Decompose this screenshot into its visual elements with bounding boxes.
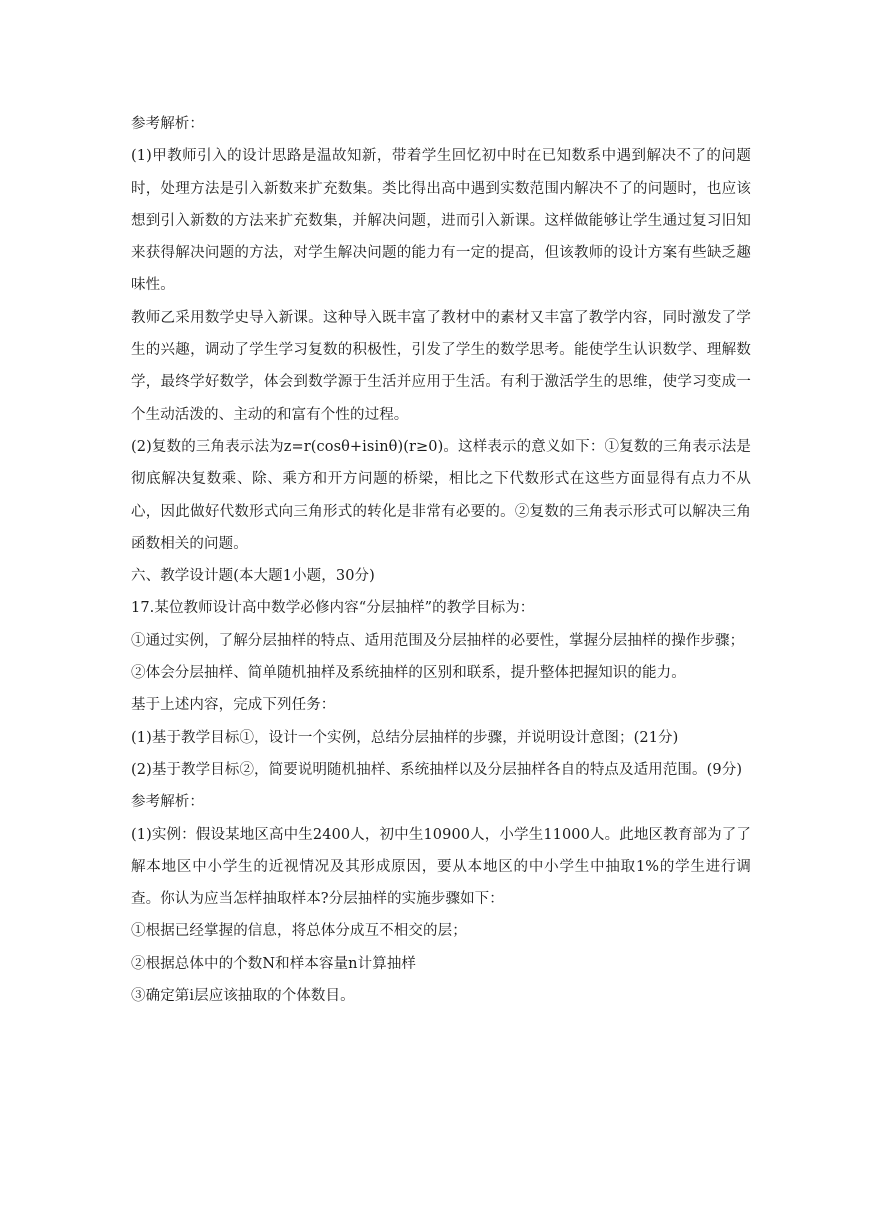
document-body bbox=[131, 108, 751, 1012]
question-17-stem: 17.某位教师设计高中数学必修内容“分层抽样”的教学目标为： bbox=[131, 600, 535, 617]
answer-part-1-teacher-b: 教师乙采用数学史导入新课。这种导入既丰富了教材中的素材又丰富了教学内容，同时激发了学生的兴趣，调动了学生学习复数的积极性，引发了学生的数学思考。能使学生认识数学、理解数学，最终学好数学，体会到数学源于生活并应用于生活。有利于激活学生的思维，使学习变成一个生动活泼的、主动的和富有个性的过程。 bbox=[131, 309, 751, 423]
step-1: ①根据已经掌握的信息，将总体分成互不相交的层； bbox=[131, 923, 467, 940]
answer-heading-1: 参考解析： bbox=[131, 116, 204, 132]
objective-2: ②体会分层抽样、简单随机抽样及系统抽样的区别和联系，提升整体把握知识的能力。 bbox=[131, 665, 686, 682]
answer-heading-2: 参考解析： bbox=[131, 794, 204, 811]
task-1: (1)基于教学目标①，设计一个实例，总结分层抽样的步骤，并说明设计意图；(21分) bbox=[131, 729, 679, 746]
task-2: (2)基于教学目标②，简要说明随机抽样、系统抽样以及分层抽样各自的特点及适用范围。(9分) bbox=[131, 761, 743, 778]
answer-example: (1)实例：假设某地区高中生2400人，初中生10900人，小学生11000人。此地区教育部为了了解本地区中小学生的近视情况及其形成原因，要从本地区的中小学生中抽取1%的学生进行调查。你认为应当怎样抽取样本?分层抽样的实施步骤如下： bbox=[131, 826, 751, 908]
step-3: ③确定第i层应该抽取的个体数目。 bbox=[131, 988, 355, 1005]
objective-1: ①通过实例，了解分层抽样的特点、适用范围及分层抽样的必要性，掌握分层抽样的操作步骤； bbox=[131, 632, 745, 649]
step-2: ②根据总体中的个数N和样本容量n计算抽样 bbox=[131, 955, 417, 972]
answer-part-1-teacher-a: (1)甲教师引入的设计思路是温故知新，带着学生回忆初中时在已知数系中遇到解决不了的问题时，处理方法是引入新数来扩充数集。类比得出高中遇到实数范围内解决不了的问题时，也应该想到引入新数的方法来扩充数集，并解决问题，进而引入新课。这样做能够让学生通过复习旧知来获得解决问题的方法，对学生解决问题的能力有一定的提高，但该教师的设计方案有些缺乏趣味性。 bbox=[131, 148, 751, 294]
task-intro: 基于上述内容，完成下列任务： bbox=[131, 697, 336, 714]
answer-part-2-trig-form: (2)复数的三角表示法为z=r(cosθ+isinθ)(r≥0)。这样表示的意义如下：①复数的三角表示法是彻底解决复数乘、除、乘方和开方问题的桥梁，相比之下代数形式在这些方面显得有点力不从心，因此做好代数形式向三角形式的转化是非常有必要的。②复数的三角表示形式可以解决三角函数相关的问题。 bbox=[131, 438, 751, 552]
section-heading-teaching-design: 六、教学设计题(本大题1小题，30分) bbox=[131, 568, 375, 585]
